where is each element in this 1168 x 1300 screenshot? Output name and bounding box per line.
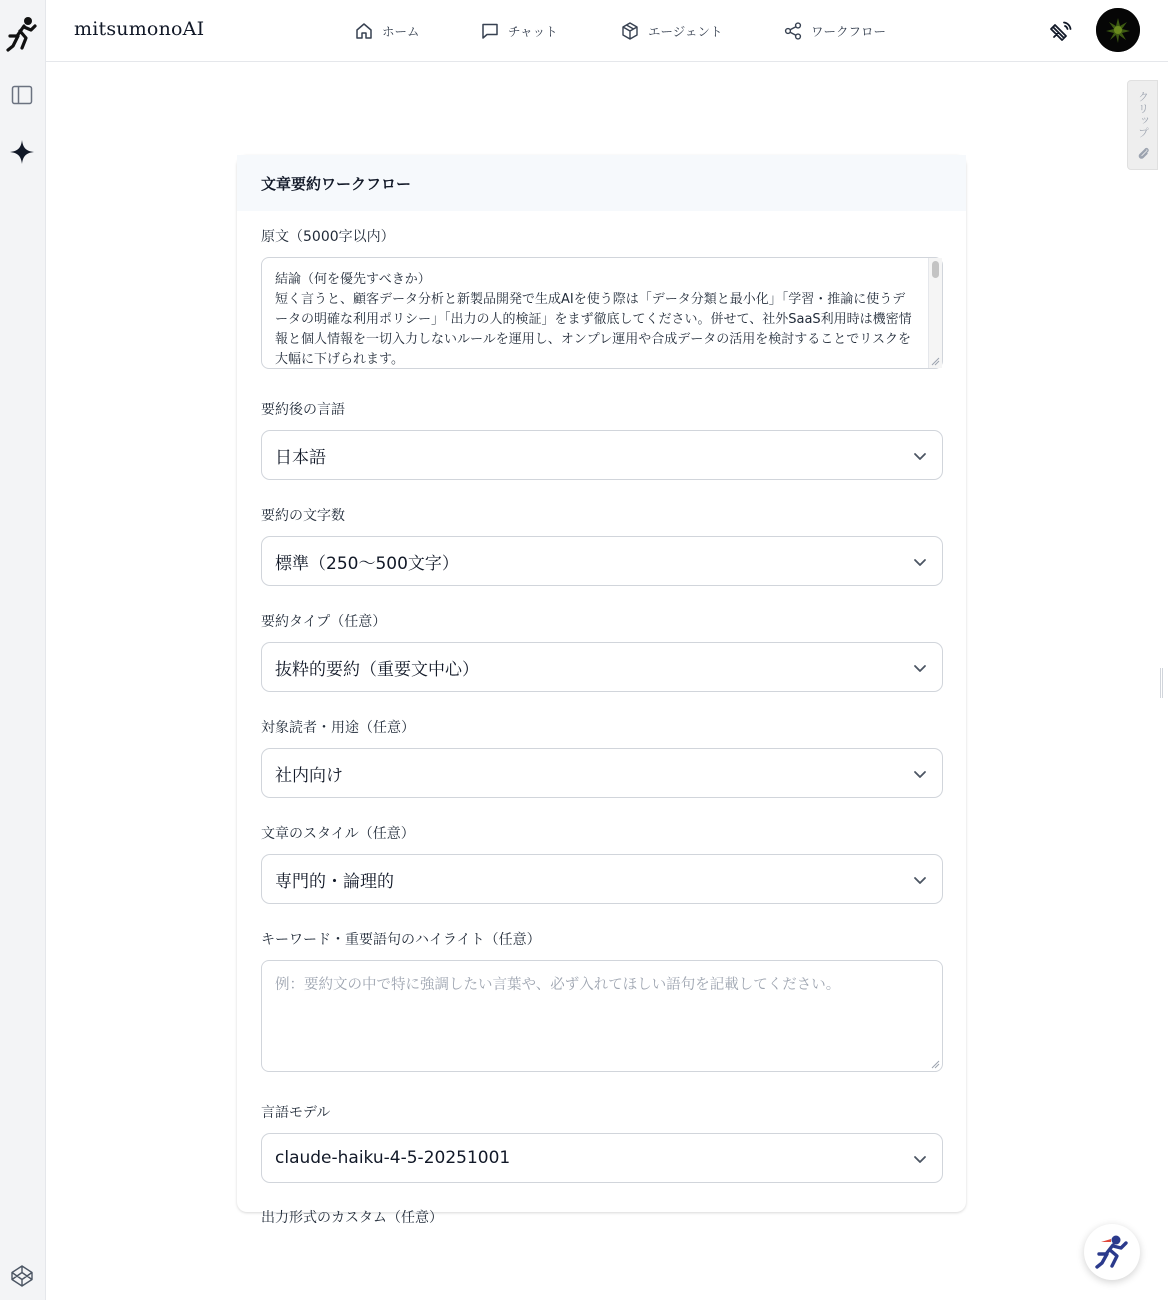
model-select[interactable] xyxy=(261,1133,943,1183)
resize-grip-icon[interactable] xyxy=(931,1060,940,1069)
scrollbar-thumb[interactable] xyxy=(932,261,939,278)
model-label: 言語モデル xyxy=(261,1105,331,1121)
language-label: 要約後の言語 xyxy=(261,402,345,418)
workflow-card xyxy=(237,155,966,1226)
style-select-value: 専門的・論理的 xyxy=(275,871,394,892)
audience-select-value: 社内向け xyxy=(275,765,343,786)
brand-name[interactable]: mitsumonoAI xyxy=(74,18,205,40)
source-text-label: 原文（5000字以内） xyxy=(261,229,395,245)
resize-handle[interactable] xyxy=(1160,668,1163,698)
source-text-value: 結論（何を優先すべきか） 短く言うと、顧客データ分析と新製品開発で生成AIを使う際は「データ分類と最小化」「学習・推論に使うデータの明確な利用ポリシー」「出力の人的検証」をまず徹底してください。併せて、社外SaaS利用時は機密情報と個人情報を一切入力しないルールを運用し、オンプレ運用や合成データの活用を検討することでリスクを大幅に下げられます。 xyxy=(275,272,912,367)
style-label: 文章のスタイル（任意） xyxy=(261,826,415,842)
workflow-title: 文章要約ワークフロー xyxy=(237,155,966,211)
keywords-input[interactable] xyxy=(261,960,943,1072)
summary-type-label: 要約タイプ（任意） xyxy=(261,614,387,630)
length-select[interactable] xyxy=(261,536,943,586)
chevron-down-icon xyxy=(911,553,929,571)
left-rail xyxy=(0,0,46,1300)
language-select-value: 日本語 xyxy=(275,447,326,468)
source-text-area[interactable] xyxy=(261,257,943,369)
audience-select[interactable] xyxy=(261,748,943,798)
home-icon xyxy=(354,21,374,41)
paperclip-icon xyxy=(1135,145,1151,161)
language-select[interactable] xyxy=(261,430,943,480)
nav-item-label: チャット xyxy=(508,24,558,39)
cube-icon xyxy=(620,21,640,41)
clip-tab-label: クリップ xyxy=(1136,91,1150,139)
output-format-label: 出力形式のカスタム（任意） xyxy=(261,1210,443,1226)
nav-item-agent[interactable] xyxy=(620,18,723,44)
model-select-value: claude-haiku-4-5-20251001 xyxy=(275,1148,511,1168)
satellite-icon[interactable] xyxy=(1047,18,1073,44)
nav-item-label: ホーム xyxy=(382,24,420,39)
chat-icon xyxy=(480,21,500,41)
audience-label: 対象読者・用途（任意） xyxy=(261,720,415,736)
nav-item-home[interactable] xyxy=(354,18,420,44)
share-icon xyxy=(783,21,803,41)
length-label: 要約の文字数 xyxy=(261,508,345,524)
sparkle-icon[interactable] xyxy=(9,139,35,165)
nav-item-label: ワークフロー xyxy=(811,24,887,39)
avatar[interactable] xyxy=(1096,8,1140,52)
help-assistant-button[interactable] xyxy=(1084,1224,1140,1280)
chevron-down-icon xyxy=(911,871,929,889)
clip-tab[interactable] xyxy=(1127,80,1158,170)
chevron-down-icon xyxy=(911,765,929,783)
panel-toggle-icon[interactable] xyxy=(11,84,33,106)
ninja-mascot-icon xyxy=(1093,1233,1131,1271)
chevron-down-icon xyxy=(911,447,929,465)
keywords-label: キーワード・重要語句のハイライト（任意） xyxy=(261,932,541,948)
chevron-down-icon xyxy=(911,1150,929,1168)
nav-item-chat[interactable] xyxy=(480,18,558,44)
nav-item-workflow[interactable] xyxy=(783,18,886,44)
style-select[interactable] xyxy=(261,854,943,904)
keywords-placeholder: 例：要約文の中で特に強調したい言葉や、必ず入れてほしい語句を記載してください。 xyxy=(275,977,841,993)
chevron-down-icon xyxy=(911,659,929,677)
runner-logo-icon[interactable] xyxy=(6,16,38,54)
avatar-image xyxy=(1096,8,1140,52)
summary-type-select-value: 抜粋的要約（重要文中心） xyxy=(275,659,479,680)
scrollbar[interactable] xyxy=(928,258,942,368)
nav-item-label: エージェント xyxy=(648,24,723,39)
top-bar xyxy=(46,0,1168,62)
codepen-icon[interactable] xyxy=(10,1264,34,1288)
summary-type-select[interactable] xyxy=(261,642,943,692)
length-select-value: 標準（250〜500文字） xyxy=(275,553,459,574)
resize-grip-icon[interactable] xyxy=(931,357,940,366)
